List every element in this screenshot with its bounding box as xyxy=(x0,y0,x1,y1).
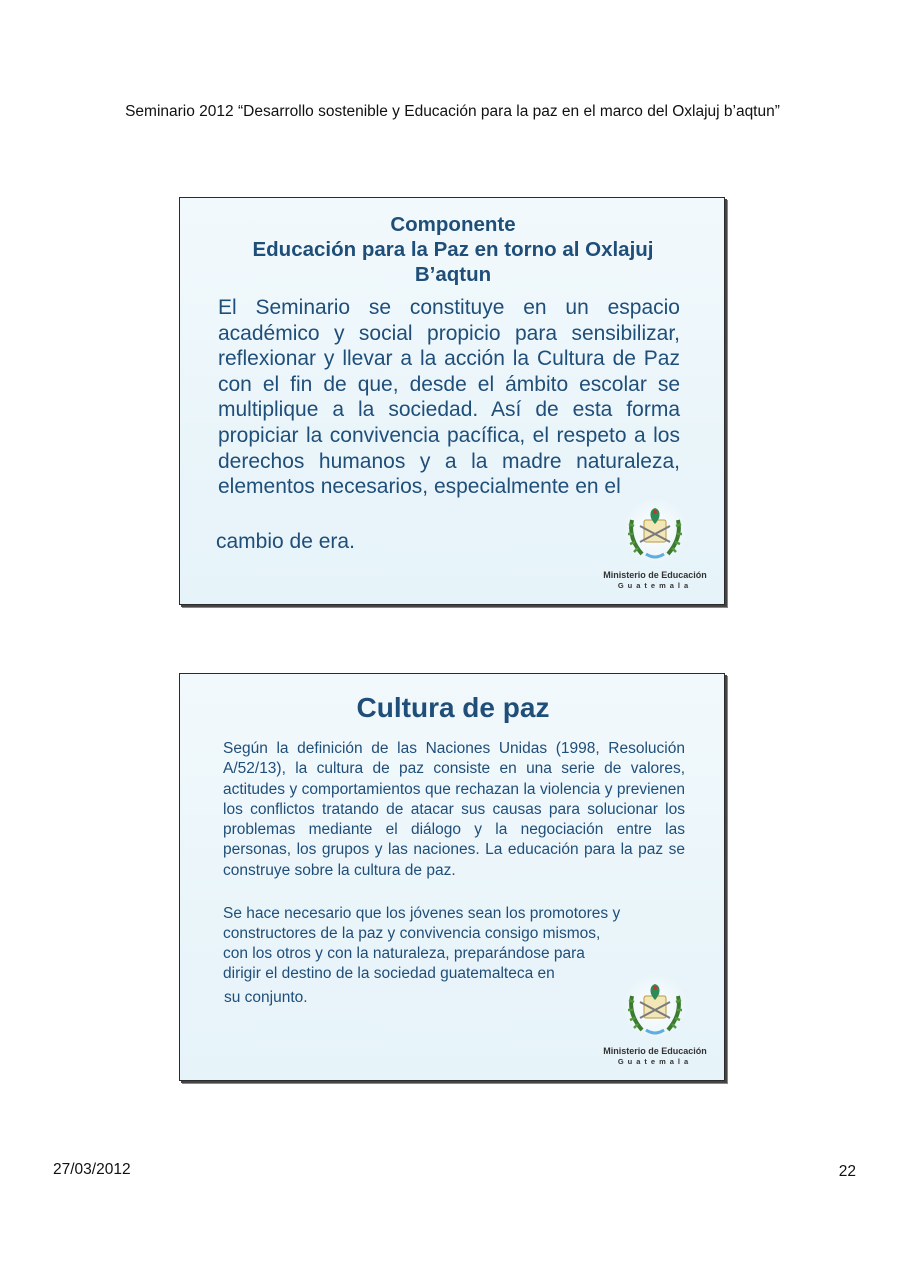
slide-cultura-de-paz xyxy=(179,673,725,1081)
slide-body-text: Según la definición de las Naciones Unidas (1998, Resolución A/52/13), la cultura de paz consiste en una serie de valores, actitudes y comportamientos que rechazan la violencia y previenen los conflictos tratando de atacar sus causas para solucionar los problemas mediante el diálogo y la negociación entre las personas, los grupos y las naciones. La educación para la paz se construye sobre la cultura de paz. xyxy=(223,740,685,879)
slide-title xyxy=(210,212,696,287)
page-number: 22 xyxy=(838,1163,856,1180)
slide-body-tail: su conjunto. xyxy=(224,989,308,1006)
coat-of-arms-icon xyxy=(620,974,690,1044)
ministry-logo-label: Ministerio de Educación xyxy=(603,570,707,580)
footer-date: 27/03/2012 xyxy=(53,1161,131,1178)
slide-body-line: con los otros y con la naturaleza, preparándose para xyxy=(223,945,585,962)
slide-title: Cultura de paz xyxy=(356,692,550,723)
slide-title-line: B’aqtun xyxy=(414,263,492,286)
slide-title-line: Componente xyxy=(390,213,516,236)
slide-paragraph: El Seminario se constituye en un espacio académico y social propicio para sensibilizar, reflexionar y llevar a la acción la Cultura de Paz con el fin de que, desde el ámbito escolar se multiplique a la sociedad. Así de esta forma propiciar la convivencia pacífica, el respeto a los derechos humanos y a la madre naturaleza, elementos necesarios, especialmente en el xyxy=(218,296,680,499)
ministry-logo-label: Ministerio de Educación xyxy=(603,1046,707,1056)
coat-of-arms-icon xyxy=(620,498,690,568)
slide-componente xyxy=(179,197,725,605)
slide-body-line: dirigir el destino de la sociedad guatemalteca en xyxy=(223,965,555,982)
page-header: Seminario 2012 “Desarrollo sostenible y Educación para la paz en el marco del Oxlajuj b’aqtun” xyxy=(125,103,780,120)
slide-title-line: Educación para la Paz en torno al Oxlajuj xyxy=(252,238,654,261)
slide-body-tail: cambio de era. xyxy=(216,530,355,553)
slide-body-line: constructores de la paz y convivencia consigo mismos, xyxy=(223,925,601,942)
ministry-logo xyxy=(600,974,710,1074)
slide-body-line: Se hace necesario que los jóvenes sean los promotores y xyxy=(223,905,621,922)
ministry-logo-sublabel: Guatemala xyxy=(617,581,693,590)
slide-body-text-2 xyxy=(223,904,685,984)
ministry-logo xyxy=(600,498,710,598)
ministry-logo-sublabel: Guatemala xyxy=(617,1057,693,1066)
slide-body-text xyxy=(218,295,680,500)
